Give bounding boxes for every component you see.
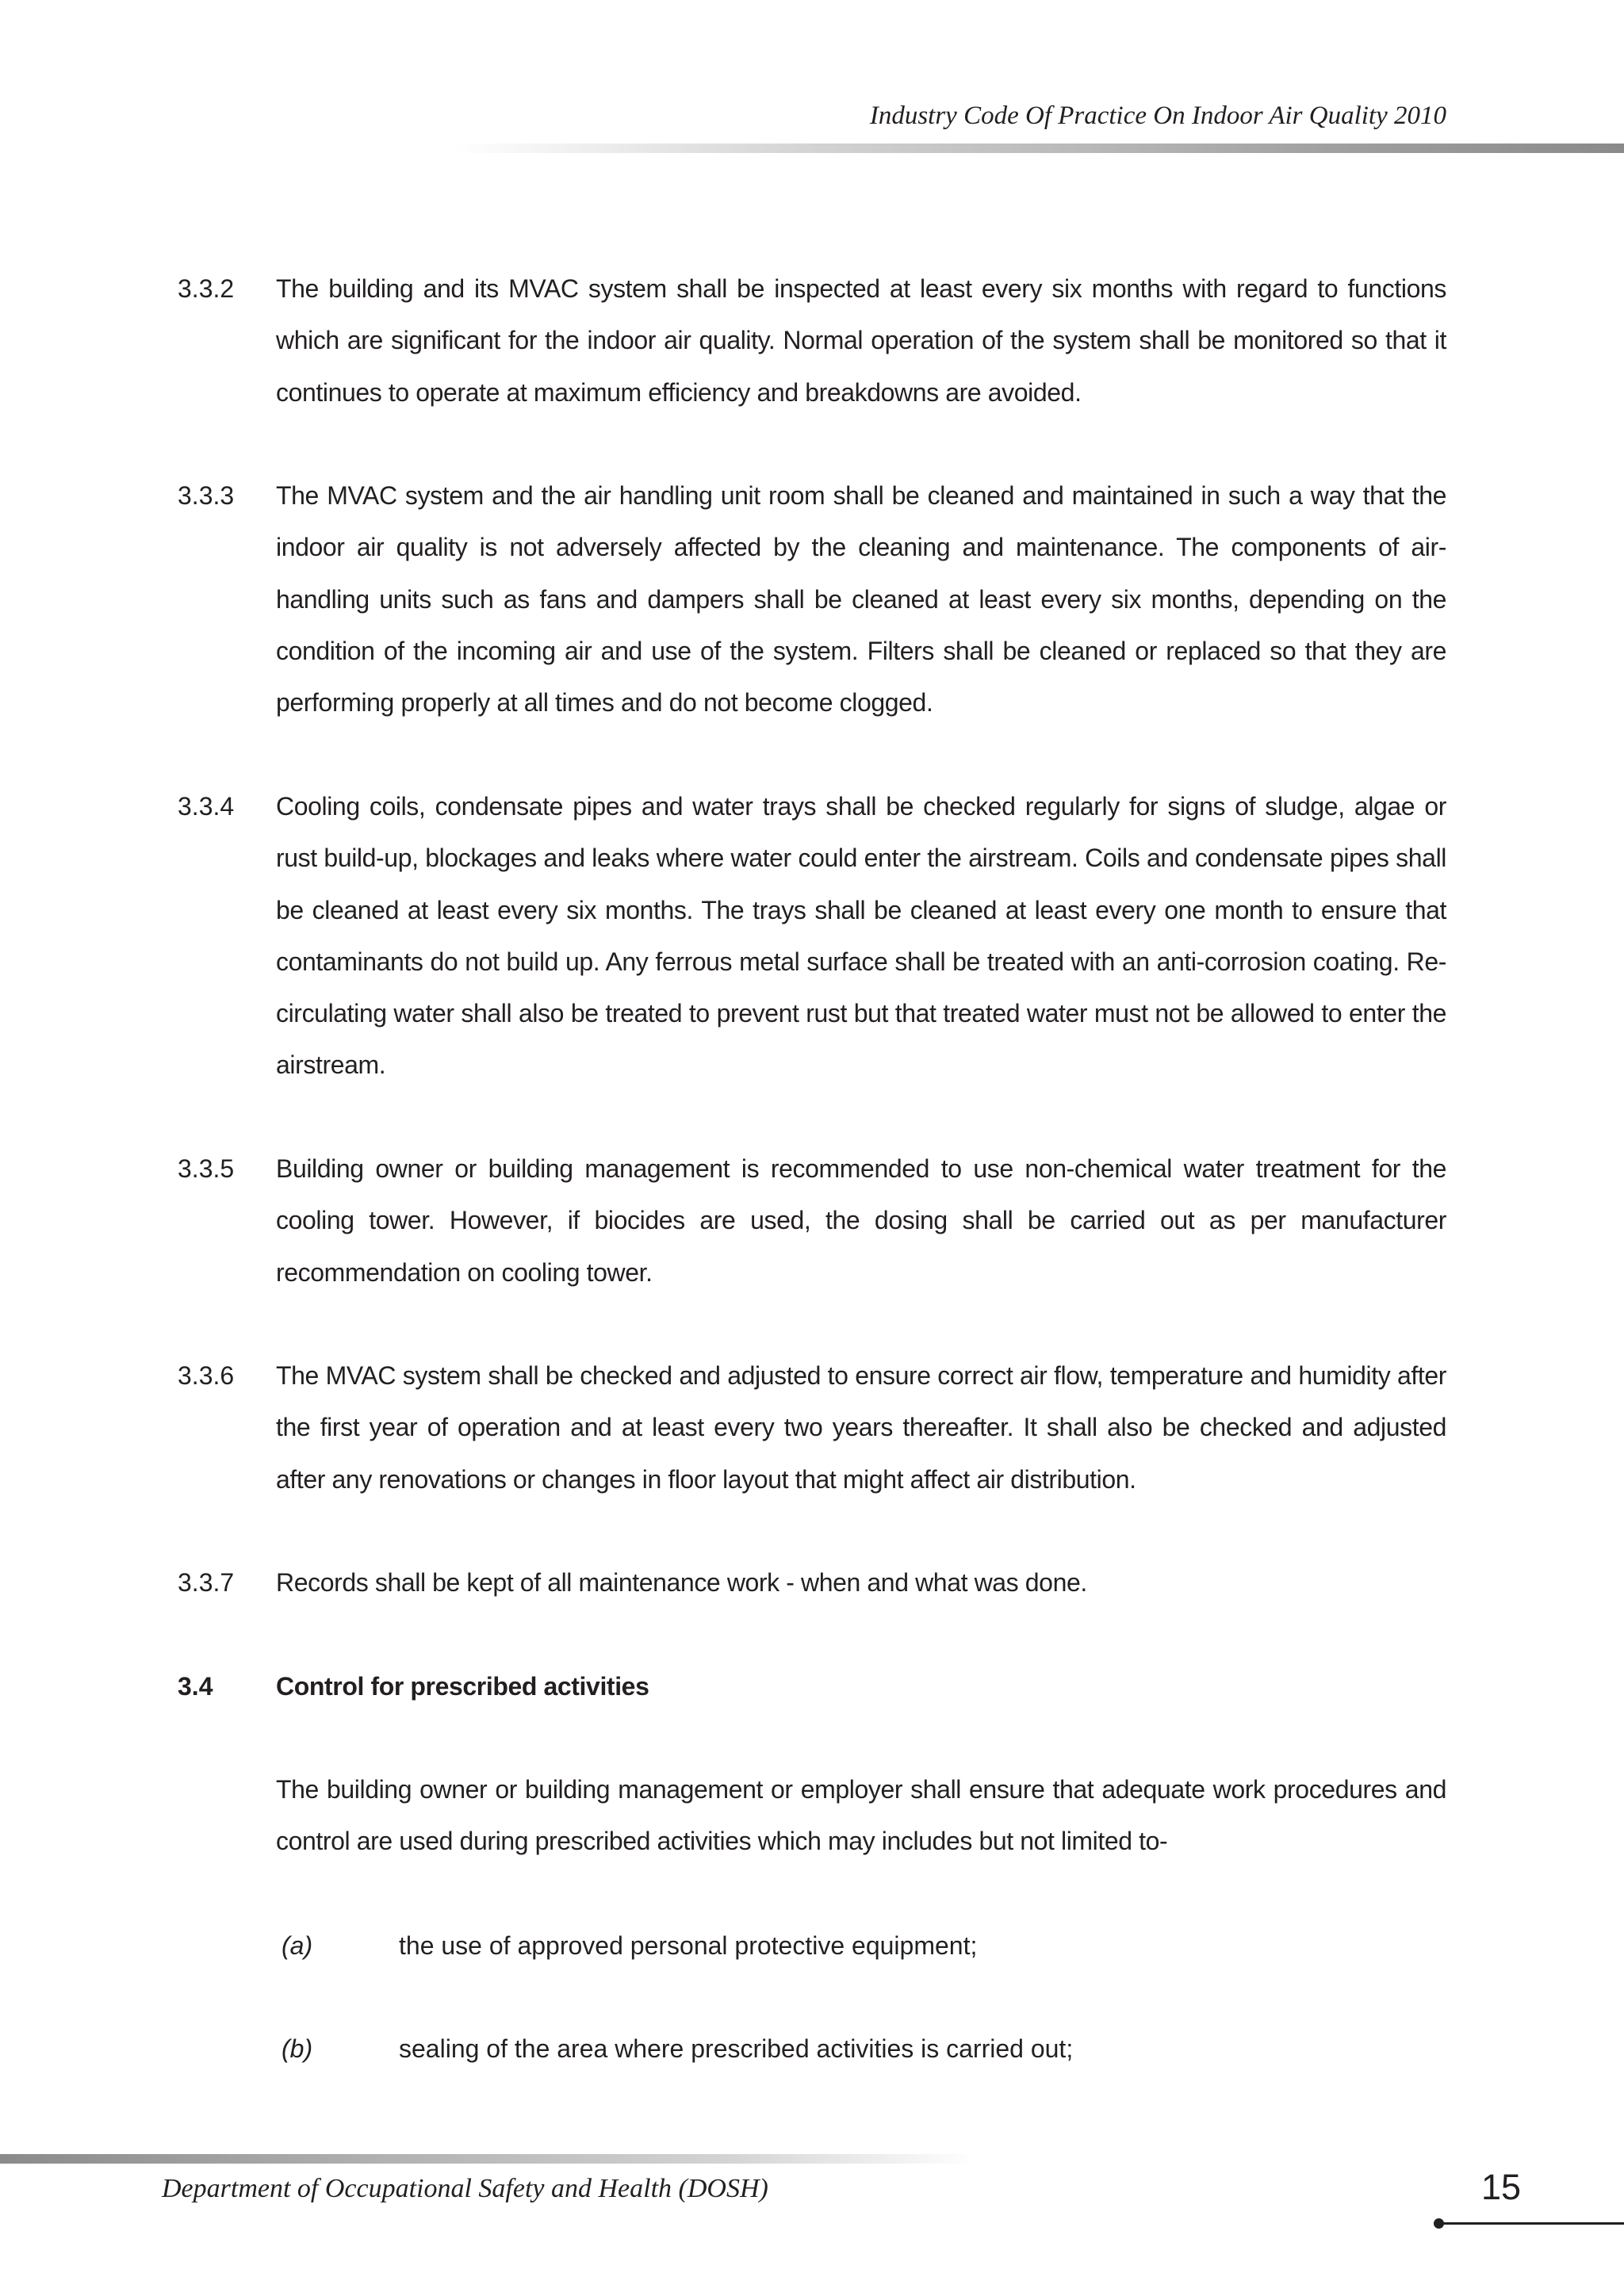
section-intro bbox=[178, 1764, 1446, 1868]
clause-text: The MVAC system and the air handling unit room shall be cleaned and maintained in such a way that the indoor air quality is not adversely affected by the cleaning and maintenance. The components of air-handling units such as fans and dampers shall be cleaned at least every six months, depending on the condition of the incoming air and use of the system. Filters shall be cleaned or replaced so that they are performing properly at all times and do not become clogged. bbox=[276, 481, 1446, 718]
page-number: 15 bbox=[1481, 2167, 1522, 2207]
intro-text: The building owner or building management or employer shall ensure that adequate work procedures and control are used during prescribed activities which may includes but not limited to- bbox=[276, 1775, 1446, 1856]
clause-3-3-6 bbox=[178, 1350, 1446, 1506]
section-heading-3-4 bbox=[178, 1661, 1446, 1712]
clause-text: Records shall be kept of all maintenance work - when and what was done. bbox=[276, 1568, 1087, 1597]
footer-rule bbox=[0, 2154, 975, 2164]
clause-number: 3.3.6 bbox=[178, 1361, 235, 1390]
list-item-text: the use of approved personal protective equipment; bbox=[399, 1931, 978, 1960]
clause-number: 3.3.7 bbox=[178, 1568, 235, 1597]
page-number-dot bbox=[1434, 2218, 1444, 2229]
clause-3-3-2 bbox=[178, 263, 1446, 419]
clause-text: Cooling coils, condensate pipes and water trays shall be checked regularly for signs of sludge, algae or rust build-up, blockages and leaks where water could enter the airstream. Coils and condensate pipes shall be cleaned at least every six months. The trays shall be cleaned at least every one month to ensure that contaminants do not build up. Any ferrous metal surface shall be treated with an anti-corrosion coating. Re-circulating water shall also be treated to prevent rust but that treated water must not be allowed to enter the airstream. bbox=[276, 792, 1446, 1080]
section-number: 3.4 bbox=[178, 1672, 213, 1701]
clause-3-3-3 bbox=[178, 470, 1446, 729]
clause-number: 3.3.4 bbox=[178, 792, 235, 821]
list-item-label: (b) bbox=[282, 2034, 313, 2063]
clause-number: 3.3.3 bbox=[178, 481, 235, 510]
page-number-rule bbox=[1440, 2222, 1624, 2225]
clause-text: Building owner or building management is recommended to use non-chemical water treatment for the cooling tower. However, if biocides are used, the dosing shall be carried out as per manufacturer recommendation on cooling tower. bbox=[276, 1154, 1446, 1287]
list-item bbox=[282, 2023, 1447, 2075]
footer-department: Department of Occupational Safety and Health (DOSH) bbox=[162, 2174, 768, 2203]
section-title: Control for prescribed activities bbox=[276, 1672, 649, 1701]
clause-3-3-7 bbox=[178, 1557, 1446, 1609]
clause-text: The building and its MVAC system shall be inspected at least every six months with regard to functions which are significant for the indoor air quality. Normal operation of the system shall be monitored so that it continues to operate at maximum efficiency and breakdowns are avoided. bbox=[276, 274, 1446, 407]
running-header-title: Industry Code Of Practice On Indoor Air Quality 2010 bbox=[869, 101, 1446, 130]
clause-number: 3.3.2 bbox=[178, 274, 235, 303]
list-item bbox=[282, 1920, 1447, 1972]
clause-number: 3.3.5 bbox=[178, 1154, 235, 1183]
list-item-text: sealing of the area where prescribed activities is carried out; bbox=[399, 2034, 1074, 2063]
clause-3-3-4 bbox=[178, 781, 1446, 1092]
clause-text: The MVAC system shall be checked and adjusted to ensure correct air flow, temperature and humidity after the first year of operation and at least every two years thereafter. It shall also be checked and adjusted after any renovations or changes in floor layout that might affect air distribution. bbox=[276, 1361, 1446, 1494]
clause-3-3-5 bbox=[178, 1143, 1446, 1299]
list-item-label: (a) bbox=[282, 1931, 313, 1960]
header-rule bbox=[452, 144, 1624, 153]
